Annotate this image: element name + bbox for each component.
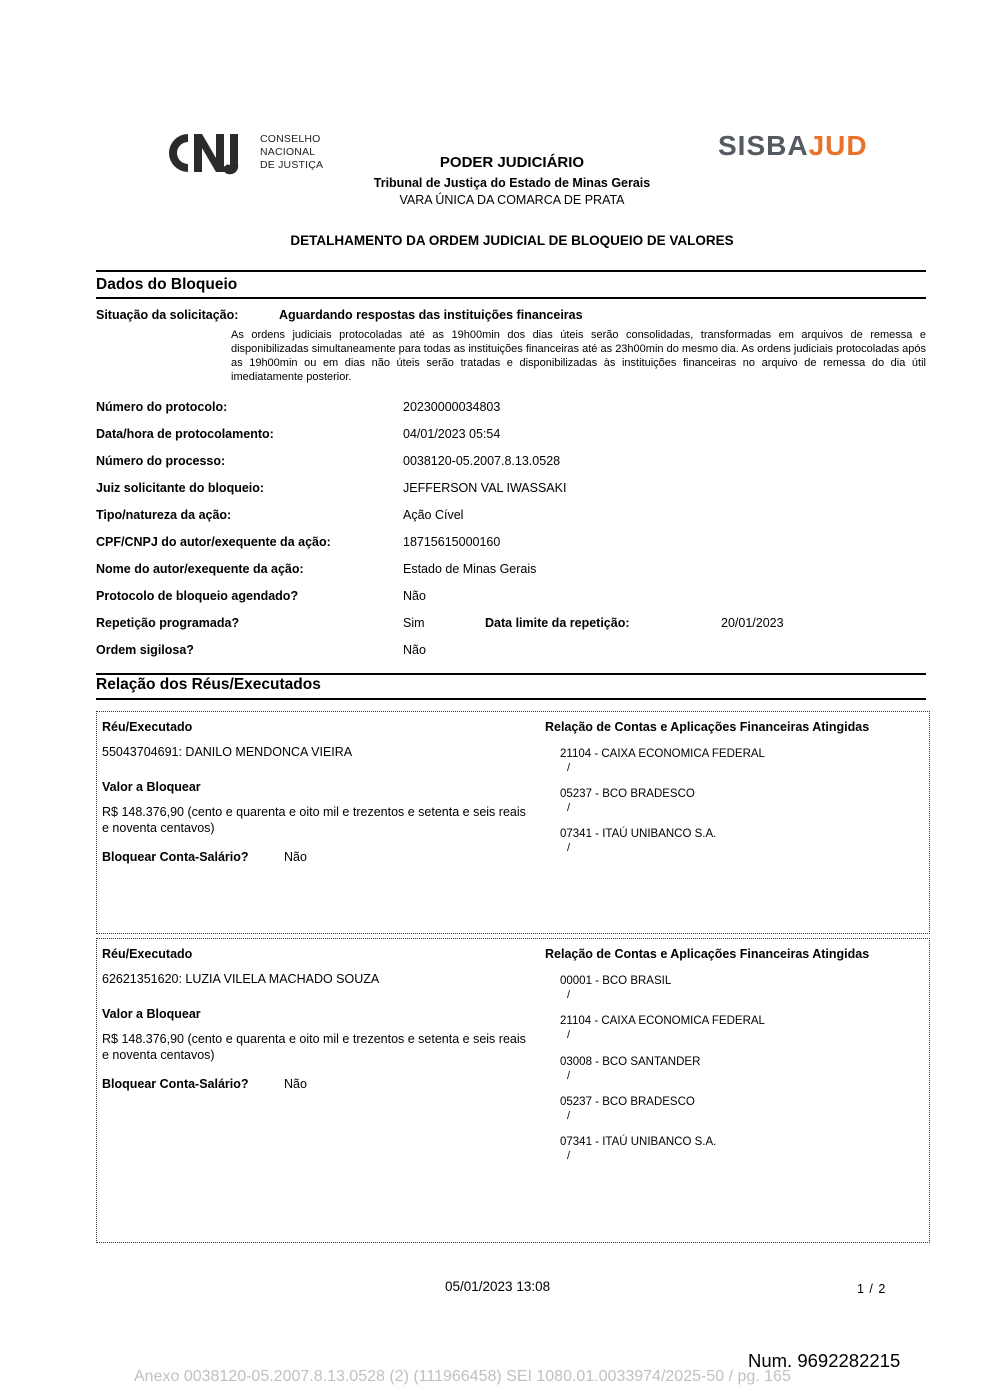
conta-salario-value: Não [284, 850, 307, 864]
document-title: DETALHAMENTO DA ORDEM JUDICIAL DE BLOQUEIO DE VALORES [290, 233, 734, 248]
conta-item: 07341 - ITAÚ UNIBANCO S.A. [560, 1136, 717, 1148]
conta-item: 05237 - BCO BRADESCO [560, 1096, 695, 1108]
field-value: Ação Cível [403, 508, 464, 522]
situacao-note: As ordens judiciais protocoladas até as 19h00min dos dias úteis serão consolidadas, transformadas em arquivos de remessa e disponibilizadas simultaneamente para todas as instituições financeiras até as 23h00min do mesmo dia. As ordens judiciais protocoladas após as 19h00min ou em dias não úteis serão tratadas e disponibilizadas às instituições financeiras no arquivo de remessa do dia útil imediatamente posterior. [231, 329, 926, 383]
section-title-dados: Dados do Bloqueio [96, 276, 238, 293]
contas-label: Relação de Contas e Aplicações Financeiras Atingidas [545, 720, 870, 734]
anexo-watermark: Anexo 0038120-05.2007.8.13.0528 (2) (111966458) SEI 1080.01.0033974/2025-50 / pg. 165 [134, 1368, 791, 1385]
section-rule [96, 297, 926, 299]
field-label: Repetição programada? [96, 616, 240, 630]
field-label: Ordem sigilosa? [96, 643, 194, 657]
tribunal-name: Tribunal de Justiça do Estado de Minas Gerais [373, 176, 651, 190]
field-value: 20230000034803 [403, 400, 501, 414]
reu-label: Réu/Executado [102, 947, 193, 961]
conta-slash: / [567, 1110, 571, 1122]
field-label: Número do processo: [96, 454, 226, 468]
conta-item: 05237 - BCO BRADESCO [560, 788, 695, 800]
conta-slash: / [567, 842, 571, 854]
field-value: Sim [403, 616, 425, 630]
valor-label: Valor a Bloquear [102, 1007, 201, 1021]
section-rule [96, 270, 926, 272]
document-number: Num. 9692282215 [748, 1350, 901, 1371]
contas-label: Relação de Contas e Aplicações Financeiras Atingidas [545, 947, 870, 961]
conta-slash: / [567, 1029, 571, 1041]
field-value: Estado de Minas Gerais [403, 562, 537, 576]
reu-label: Réu/Executado [102, 720, 193, 734]
field-label: Juiz solicitante do bloqueio: [96, 481, 265, 495]
valor-label: Valor a Bloquear [102, 780, 201, 794]
section-title-reus: Relação dos Réus/Executados [96, 676, 321, 693]
conta-salario-label: Bloquear Conta-Salário? [102, 1077, 249, 1091]
reu-name: 55043704691: DANILO MENDONCA VIEIRA [102, 745, 353, 759]
situacao-value: Aguardando respostas das instituições financeiras [279, 308, 583, 322]
conta-item: 07341 - ITAÚ UNIBANCO S.A. [560, 828, 717, 840]
conta-item: 00001 - BCO BRASIL [560, 975, 672, 987]
vara-name: VARA ÚNICA DA COMARCA DE PRATA [399, 193, 625, 207]
sisbajud-logo: SISBAJUD [718, 130, 868, 161]
reu-card [96, 711, 930, 934]
poder-judiciario-title: PODER JUDICIÁRIO [439, 154, 585, 171]
valor-value: R$ 148.376,90 (cento e quarenta e oito mil e trezentos e setenta e seis reais e noventa centavos) [102, 805, 526, 835]
conta-slash: / [567, 802, 571, 814]
conta-slash: / [567, 1070, 571, 1082]
reu-name: 62621351620: LUZIA VILELA MACHADO SOUZA [102, 972, 380, 986]
conta-item: 21104 - CAIXA ECONOMICA FEDERAL [560, 1015, 765, 1027]
cnj-name: CONSELHO NACIONAL DE JUSTIÇA [260, 133, 324, 171]
valor-value: R$ 148.376,90 (cento e quarenta e oito mil e trezentos e setenta e seis reais e noventa centavos) [102, 1032, 526, 1062]
conta-salario-value: Não [284, 1077, 307, 1091]
field-label: Nome do autor/exequente da ação: [96, 562, 304, 576]
conta-salario-label: Bloquear Conta-Salário? [102, 850, 249, 864]
reu-card [96, 938, 930, 1243]
conta-slash: / [567, 762, 571, 774]
field-value: Não [403, 589, 426, 603]
field-label: CPF/CNPJ do autor/exequente da ação: [96, 535, 331, 549]
field-value: JEFFERSON VAL IWASSAKI [403, 481, 567, 495]
conta-item: 03008 - BCO SANTANDER [560, 1056, 701, 1068]
data-limite-label: Data limite da repetição: [485, 616, 630, 630]
conta-slash: / [567, 1150, 571, 1162]
data-limite-value: 20/01/2023 [721, 616, 784, 630]
section-rule [96, 673, 926, 675]
field-value: Não [403, 643, 426, 657]
situacao-label: Situação da solicitação: [96, 308, 239, 322]
section-rule [96, 698, 926, 700]
field-value: 18715615000160 [403, 535, 501, 549]
conta-slash: / [567, 989, 571, 1001]
page-number: 1 / 2 [857, 1282, 887, 1296]
conta-item: 21104 - CAIXA ECONOMICA FEDERAL [560, 748, 765, 760]
footer-date: 05/01/2023 13:08 [445, 1279, 551, 1294]
field-label: Protocolo de bloqueio agendado? [96, 589, 299, 603]
field-value: 04/01/2023 05:54 [403, 427, 501, 441]
field-value: 0038120-05.2007.8.13.0528 [403, 454, 561, 468]
field-label: Data/hora de protocolamento: [96, 427, 274, 441]
field-label: Tipo/natureza da ação: [96, 508, 232, 522]
field-label: Número do protocolo: [96, 400, 228, 414]
